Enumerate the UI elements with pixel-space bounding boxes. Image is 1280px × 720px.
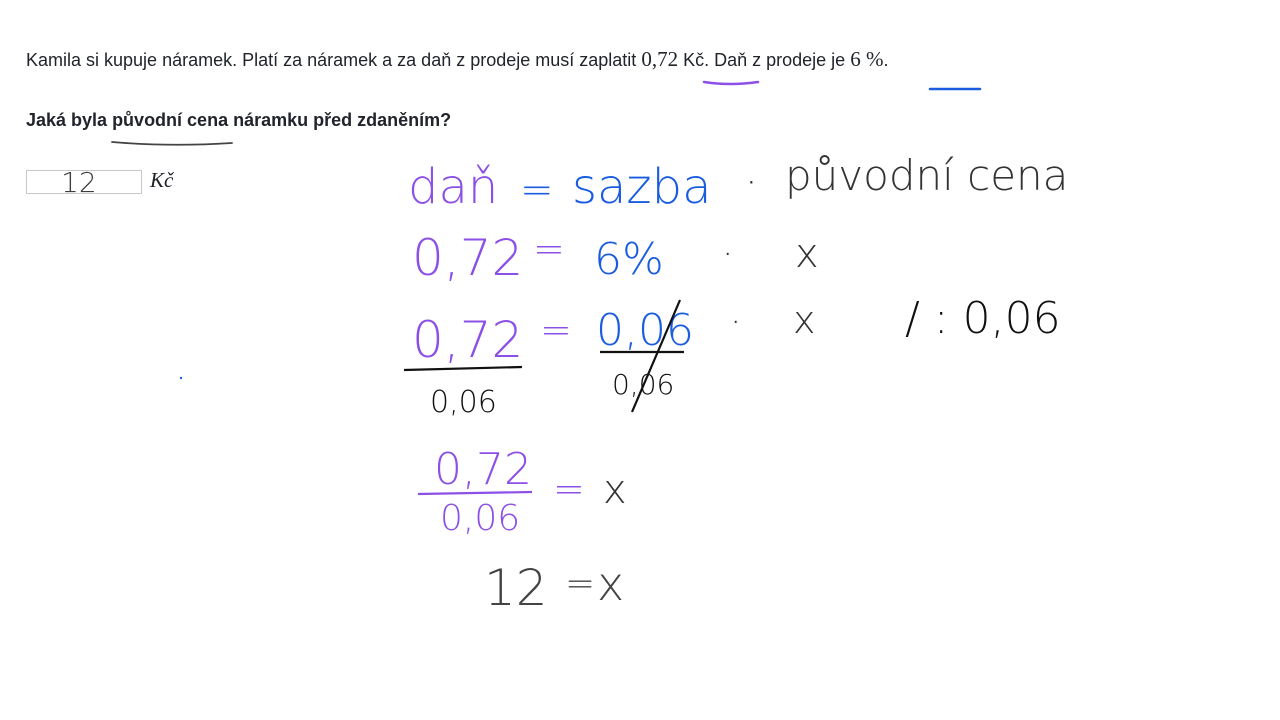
hw-line1-left: daň (408, 159, 499, 215)
underline-question (112, 142, 232, 145)
hw-line1-dot: · (745, 160, 758, 206)
hw-line2-mid: 6% (594, 234, 664, 285)
problem-text-end: . (883, 50, 889, 70)
problem-text-part1: Kamila si kupuje náramek. Platí za náramek a za daň z prodeje musí zaplatit (26, 50, 637, 70)
stray-dot (180, 377, 182, 379)
hw-line5-eq: = (565, 563, 596, 604)
problem-text-part2: Kč. Daň z prodeje je (683, 50, 846, 70)
hw-line5-right: x (597, 557, 625, 611)
hw-line2-left: 0,72 (412, 229, 524, 287)
question-text: Jaká byla původní cena náramku před zdaněním? (26, 110, 452, 130)
hw-line5-left: 12 (484, 559, 548, 617)
hw-line4-num: 0,72 (434, 444, 532, 495)
hw-line2-dot: · (722, 234, 734, 275)
hw-line3-den: 0,06 (430, 385, 497, 420)
hw-line3-right: x (793, 298, 816, 342)
hw-line4-den: 0,06 (440, 498, 521, 539)
hw-line3-mid: 0,06 (596, 305, 694, 356)
hw-line2-eq: = (533, 227, 565, 271)
hw-line2-right: x (795, 231, 819, 277)
amount-value: 0,72 (641, 47, 679, 71)
hw-line4-right: x (603, 467, 627, 513)
hw-line4-eq: = (553, 467, 585, 511)
hw-line3-mid-den: 0,06 (612, 368, 675, 401)
rate-value: 6 % (850, 47, 884, 71)
answer-unit: Kč (150, 168, 174, 192)
hw-line1-mid: sazba (572, 159, 712, 215)
hw-line1-right: původní cena (785, 151, 1069, 200)
underline-amount (704, 82, 758, 84)
hw-line3-eq: = (540, 308, 572, 352)
hw-line3-dot: · (730, 302, 742, 343)
hw-line3-num: 0,72 (412, 311, 524, 369)
hw-line1-eq: = (520, 167, 554, 213)
hw-line3-note: / : 0,06 (905, 293, 1061, 344)
